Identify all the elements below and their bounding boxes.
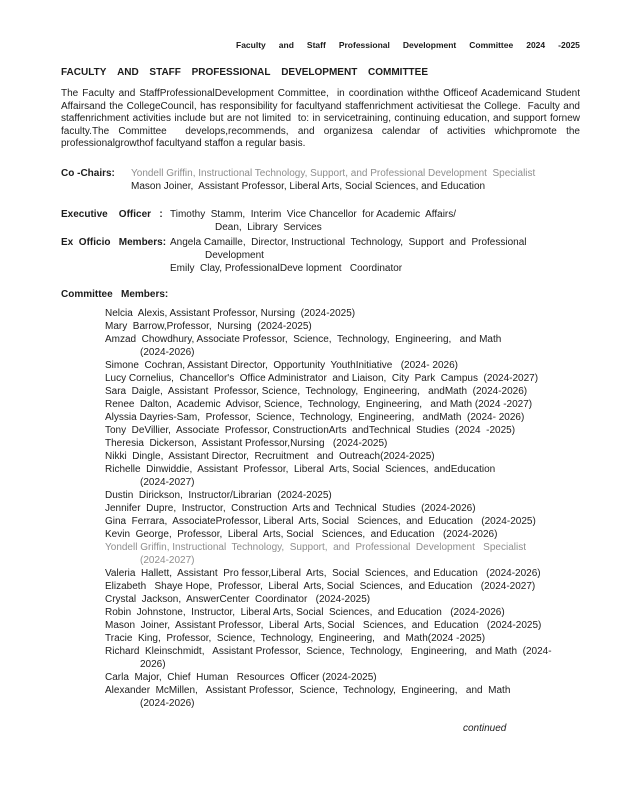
header-word: and: [278, 40, 294, 50]
header-word: Professional: [338, 40, 390, 50]
title-word: PROFESSIONAL: [191, 67, 271, 78]
roster-row: [61, 288, 580, 301]
member-line: Mary Barrow,Professor, Nursing (2024-2025): [105, 321, 312, 332]
member-line: Gina Ferrara, AssociateProfessor, Liberal Arts, Social Sciences, and Education (2024-2025): [105, 516, 536, 527]
roster-row: [61, 167, 580, 193]
member-line: Theresia Dickerson, Assistant Professor,Nursing (2024-2025): [105, 438, 388, 449]
roster-value-line: Dean, Library Services: [215, 222, 322, 233]
header-word: -2025: [558, 40, 580, 50]
title-word: AND: [117, 67, 139, 78]
roster-value-line: Mason Joiner, Assistant Professor, Liberal Arts, Social Sciences, and Education: [131, 181, 486, 192]
roster-row: [61, 236, 580, 275]
member-line: Kevin George, Professor, Liberal Arts, Social Sciences, and Education (2024-2026): [105, 529, 498, 540]
roster-value-line: Emily Clay, ProfessionalDeve lopment Coordinator: [170, 263, 403, 274]
member-line: Alexander McMillen, Assistant Professor, Science, Technology, Engineering, and Math: [105, 685, 511, 696]
roster-section: [61, 167, 580, 301]
member-line: Dustin Dirickson, Instructor/Librarian (2024-2025): [105, 490, 332, 501]
roster-value-line: Timothy Stamm, Interim Vice Chancellor for Academic Affairs/: [170, 209, 457, 220]
member-line: Elizabeth Shaye Hope, Professor, Liberal Arts, Social Sciences, and Education (2024-2027): [105, 581, 536, 592]
continued-note: continued: [463, 723, 507, 734]
roster-value-line: Yondell Griffin, Instructional Technology, Support, and Professional Development Specialist: [131, 168, 536, 179]
member-line: (2024-2026): [140, 347, 195, 358]
member-line: (2024-2026): [140, 698, 195, 709]
member-line: Robin Johnstone, Instructor, Liberal Arts, Social Sciences, and Education (2024-2026): [105, 607, 505, 618]
title-word: COMMITTEE: [368, 67, 428, 78]
member-line: Jennifer Dupre, Instructor, Construction Arts and Technical Studies (2024-2026): [105, 503, 476, 514]
member-line: Carla Major, Chief Human Resources Officer (2024-2025): [105, 672, 377, 683]
member-line: 2026): [140, 659, 166, 670]
roster-row: [61, 208, 580, 234]
title-word: STAFF: [149, 67, 181, 78]
member-line: (2024-2027): [140, 555, 195, 566]
member-line: Amzad Chowdhury, Associate Professor, Science, Technology, Engineering, and Math: [105, 334, 502, 345]
document-title: [61, 66, 428, 79]
member-line: Richard Kleinschmidt, Assistant Professor, Science, Technology, Engineering, and Math (2024-: [105, 646, 552, 657]
member-line: Mason Joiner, Assistant Professor, Liberal Arts, Social Sciences, and Education (2024-2025): [105, 620, 542, 631]
header-word: Faculty: [236, 40, 266, 50]
roster-values: [131, 167, 580, 193]
roster-values: [131, 208, 580, 234]
running-header: [236, 39, 580, 51]
roster-label: Committee Members:: [61, 289, 169, 300]
header-word: Committee: [469, 40, 514, 50]
title-word: DEVELOPMENT: [281, 67, 358, 78]
member-line: Lucy Cornelius, Chancellor's Office Administrator and Liaison, City Park Campus (2024-2027): [105, 373, 539, 384]
member-line: Alyssia Dayries-Sam, Professor, Science, Technology, Engineering, andMath (2024- 2026): [105, 412, 525, 423]
member-line: Tony DeVillier, Associate Professor, ConstructionArts andTechnical Studies (2024 -2025): [105, 425, 516, 436]
member-line: (2024-2027): [140, 477, 195, 488]
intro-paragraph: The Faculty and StaffProfessionalDevelopment Committee, in coordination withthe Officeof Academicand Student Affairsand the CollegeCouncil, has responsibility for facultyand staffenrichment activitiesat the College. Faculty and staffenrichment activities include but are not limited to: in servicetraining, continuing education, and support fornew faculty.The Committee develops,recommends, and organizesa calendar of activities whichpromote the professionalgrowthof facultyand staffon a regular basis.: [61, 88, 583, 149]
member-line: Sara Daigle, Assistant Professor, Science, Technology, Engineering, andMath (2024-2026): [105, 386, 528, 397]
roster-values: [131, 236, 580, 275]
member-line: Tracie King, Professor, Science, Technology, Engineering, and Math(2024 -2025): [105, 633, 486, 644]
committee-members-list: [105, 307, 580, 710]
header-word: Development: [402, 40, 457, 50]
roster-label: Ex Officio Members:: [61, 237, 167, 248]
member-line: Richelle Dinwiddie, Assistant Professor, Liberal Arts, Social Sciences, andEducation: [105, 464, 496, 475]
member-line: Renee Dalton, Academic Advisor, Science, Technology, Engineering, and Math (2024 -2027): [105, 399, 533, 410]
member-line: Valeria Hallett, Assistant Pro fessor,Liberal Arts, Social Sciences, and Education (2024-2026): [105, 568, 541, 579]
header-word: Staff: [306, 40, 326, 50]
member-line: Nelcia Alexis, Assistant Professor, Nursing (2024-2025): [105, 308, 356, 319]
roster-label: Co -Chairs:: [61, 168, 115, 179]
member-line: Crystal Jackson, AnswerCenter Coordinator (2024-2025): [105, 594, 371, 605]
roster-label: Executive Officer :: [61, 209, 163, 220]
member-line: Nikki Dingle, Assistant Director, Recruitment and Outreach(2024-2025): [105, 451, 435, 462]
title-word: FACULTY: [61, 67, 107, 78]
roster-values: [131, 288, 580, 301]
header-word: 2024: [526, 40, 546, 50]
member-line: Yondell Griffin, Instructional Technology, Support, and Professional Development Specialist: [105, 542, 526, 553]
roster-value-line: Angela Camaille, Director, Instructional Technology, Support and Professional: [170, 237, 527, 248]
roster-value-line: Development: [205, 250, 264, 261]
member-line: Simone Cochran, Assistant Director, Opportunity YouthInitiative (2024- 2026): [105, 360, 458, 371]
